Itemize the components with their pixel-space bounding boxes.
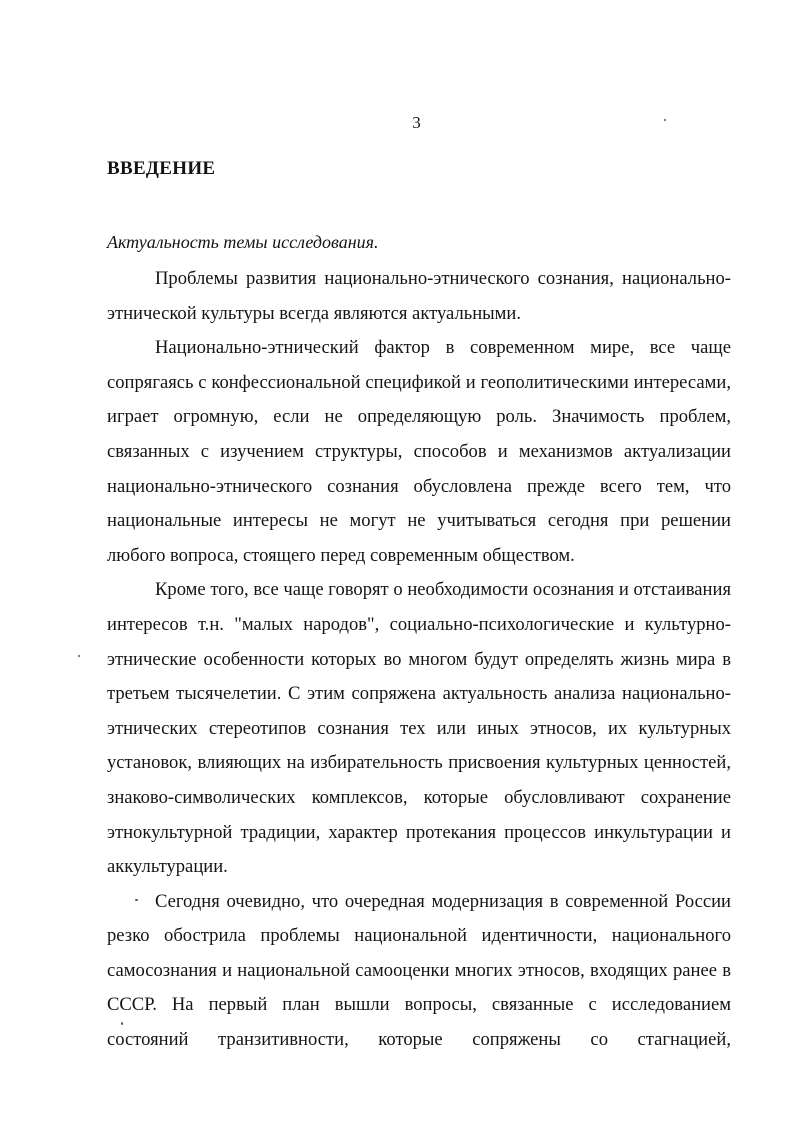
- paragraph-2: Национально-этнический фактор в современном мире, все чаще сопрягаясь с конфессиональной спецификой и геополитическими интересами, играет огромную, если не определяющую роль. Значимость проблем, связанных с изучением структуры, способов и механизмов актуализации национально-этнического сознания обусловлена прежде всего тем, что национальные интересы не могут не учитываться сегодня при решении любого вопроса, стоящего перед современным обществом.: [107, 337, 731, 566]
- scan-speck: [135, 899, 138, 901]
- paragraph-1: Проблемы развития национально-этнического сознания, национально-этнической культуры всегда являются актуальными.: [107, 268, 731, 324]
- chapter-heading: ВВЕДЕНИЕ: [107, 158, 216, 179]
- scan-speck: [664, 119, 666, 121]
- scan-speck: [78, 655, 80, 657]
- paragraph-4: Сегодня очевидно, что очередная модернизация в современной России резко обострила проблемы национальной идентичности, национального самосознания и национальной самооценки многих этносов, входящих ранее в СССР. На первый план вышли вопросы, связанные с исследованием состояний транзитивности, которые сопряжены со стагнацией,: [107, 890, 731, 1051]
- body-text: [107, 262, 731, 1058]
- scan-speck: [121, 1022, 123, 1025]
- page-number: 3: [412, 113, 421, 132]
- section-title: Актуальность темы исследования.: [107, 232, 379, 252]
- paragraph-3: Кроме того, все чаще говорят о необходимости осознания и отстаивания интересов т.н. "малых народов", социально-психологические и культурно-этнические особенности которых во многом будут определять жизнь мира в третьем тысячелетии. С этим сопряжена актуальность анализа национально-этнических стереотипов сознания тех или иных этносов, их культурных установок, влияющих на избирательность присвоения культурных ценностей, знаково-символических комплексов, которые обусловливают сохранение этнокультурной традиции, характер протекания процессов инкультурации и аккультурации.: [107, 579, 731, 878]
